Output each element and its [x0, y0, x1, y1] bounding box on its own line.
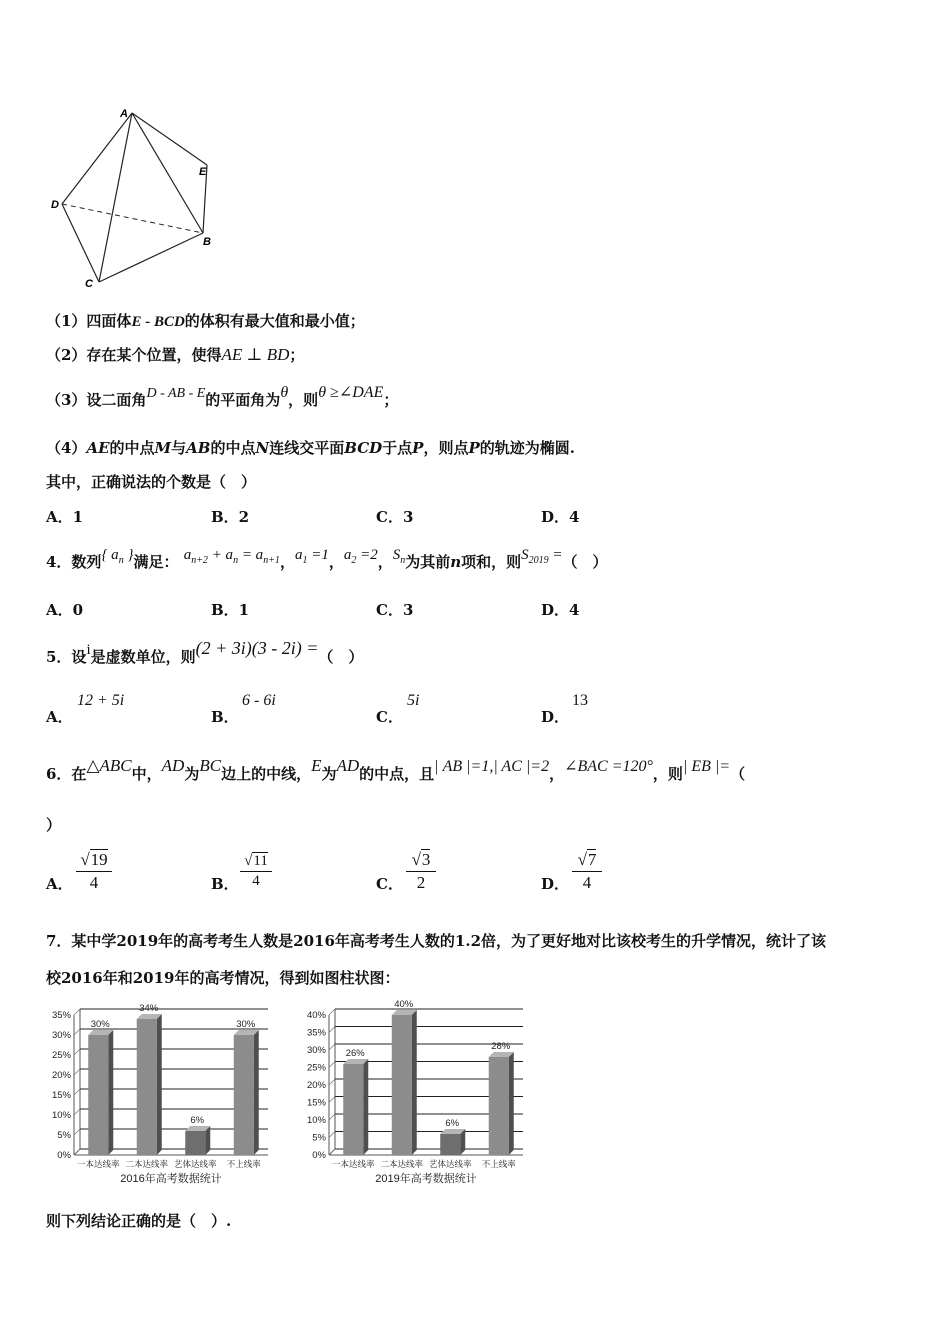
chart-2-category-label: 一本达线率 — [331, 1159, 375, 1169]
chart-1-ytick-label: 35% — [51, 1010, 71, 1021]
q6-t1: 6．在 — [46, 765, 87, 783]
q6-angle: ∠BAC =120° — [564, 758, 653, 775]
chart-2016 — [40, 995, 280, 1190]
q3-statement-2 — [46, 345, 304, 365]
chart-2-data-label: 26% — [345, 1048, 365, 1059]
chart-1-grid-diagonal — [74, 1149, 80, 1155]
chart-2-bar — [489, 1057, 509, 1155]
q5-option-b-value: 6 - 6i — [242, 692, 276, 709]
q3-s3-suffix: ； — [383, 391, 399, 409]
q3-s4-t1: 的中点 — [109, 439, 155, 457]
q3-question: 其中，正确说法的个数是（ ） — [46, 473, 257, 491]
chart-1-bar — [137, 1019, 157, 1155]
q4-seq-a: { a — [101, 547, 119, 563]
chart-1-grid-diagonal — [74, 1009, 80, 1015]
chart-1-category-label: 艺体达线率 — [173, 1159, 217, 1169]
q5-t2: 是虚数单位，则 — [90, 648, 196, 666]
q4-rec-a-sub: n+2 — [191, 555, 208, 566]
q3-s2-text: （2）存在某个位置，使得 — [46, 346, 222, 364]
chart-2-ytick-label: 10% — [306, 1115, 326, 1126]
q4-a1-sub: 1 — [302, 555, 308, 566]
q4-s-sub: n — [400, 555, 406, 566]
chart-2-bar — [343, 1064, 363, 1155]
q6-option-b-label[interactable]: B． — [211, 875, 239, 893]
vertex-a-label: A — [120, 108, 128, 120]
q7-stem-line-2: 校2016年和2019年的高考情况，得到如图柱状图： — [46, 969, 400, 987]
edge-ad — [62, 113, 132, 204]
chart-2-bar — [440, 1134, 460, 1155]
chart-1-bar — [88, 1035, 108, 1155]
q6-d-den: 4 — [582, 873, 592, 892]
q6-a-radicand: 19 — [90, 850, 108, 869]
chart-2-title: 2019年高考数据统计 — [375, 1173, 477, 1185]
q5-option-b-label[interactable]: B． — [211, 708, 239, 726]
q3-s4-p2: P — [468, 439, 480, 457]
q4-rec-a: a — [183, 547, 192, 563]
chart-2-data-label: 28% — [491, 1041, 511, 1052]
q7-final-question: 则下列结论正确的是（ ）. — [46, 1212, 232, 1230]
q4-a1-a: a — [294, 547, 303, 563]
q6-t5: 为 — [321, 765, 337, 783]
chart-2-bar — [392, 1015, 412, 1155]
chart-2-ytick-label: 30% — [306, 1045, 326, 1056]
chart-1-bar-side — [205, 1126, 210, 1155]
q5-option-a-value: 12 + 5i — [77, 692, 125, 709]
q4-a2-a: a — [343, 547, 352, 563]
edge-ab — [132, 113, 203, 233]
q4-s2019 — [521, 547, 563, 566]
q4-s: S — [392, 547, 401, 563]
q6-e: E — [311, 756, 322, 775]
q3-s2-suffix: ； — [289, 346, 305, 364]
q3-statement-1 — [46, 311, 365, 332]
q6-c-den: 2 — [416, 873, 426, 892]
chart-2-grid-diagonal — [329, 1149, 335, 1155]
chart-2-grid-diagonal — [329, 1009, 335, 1015]
q3-s3-mid: 的平面角为 — [205, 391, 281, 409]
chart-1-data-label: 6% — [190, 1115, 205, 1126]
chart-2-data-label: 6% — [445, 1118, 460, 1129]
q6-eb: | EB |= — [682, 758, 731, 775]
q3-s4-ae: AE — [86, 439, 110, 457]
q6-t2: 中， — [131, 765, 162, 783]
chart-1-bar — [185, 1131, 205, 1155]
q3-option-b[interactable]: B．2 — [211, 508, 250, 526]
chart-2-ytick-label: 35% — [306, 1027, 326, 1039]
chart-2-category-label: 二本达线率 — [380, 1159, 424, 1169]
q4-a2-eq: =2 — [356, 547, 378, 563]
q5-option-c-value: 5i — [407, 692, 420, 709]
q4-a1-eq: =1 — [307, 547, 329, 563]
q4-t2: 满足： — [133, 553, 179, 571]
q6-stem-close: ） — [46, 816, 62, 834]
chart-1-grid-diagonal — [74, 1109, 80, 1115]
edge-dc — [62, 204, 99, 282]
q6-triangle: △ABC — [86, 756, 132, 775]
chart-1-data-label: 30% — [236, 1019, 256, 1030]
q5-expr: (2 + 3i)(3 - 2i) = — [195, 638, 319, 658]
q6-t7: ，则 — [652, 765, 683, 783]
q4-option-d[interactable]: D．4 — [541, 601, 580, 619]
q3-s3-math2: θ — [280, 384, 289, 401]
q3-s4-bcd: BCD — [344, 439, 383, 457]
q3-option-d[interactable]: D．4 — [541, 508, 580, 526]
q6-option-a-label[interactable]: A． — [46, 875, 73, 893]
q4-t3: 为其前 — [405, 553, 451, 571]
q4-t1: 4．数列 — [46, 553, 102, 571]
q6-option-b-fraction — [240, 852, 272, 890]
q3-s3-text: （3）设二面角 — [46, 391, 147, 409]
chart-2-grid-diagonal — [329, 1062, 335, 1068]
chart-1-data-label: 34% — [139, 1003, 159, 1014]
q6-b-den: 4 — [252, 873, 260, 889]
chart-1-bar — [234, 1035, 254, 1155]
q6-option-c-label[interactable]: C． — [376, 875, 403, 893]
q3-s4-t6: ，则点 — [423, 439, 469, 457]
q3-s3-math3: θ ≥∠DAE — [318, 384, 384, 401]
chart-1-title: 2016年高考数据统计 — [120, 1173, 222, 1185]
q6-t8: （ — [730, 765, 746, 783]
chart-2019 — [295, 995, 535, 1190]
q5-option-d-value: 13 — [572, 692, 588, 709]
q4-s2-eq: = — [548, 547, 563, 563]
chart-1-ytick-label: 30% — [51, 1030, 71, 1041]
chart-2-ytick-label: 20% — [306, 1080, 326, 1091]
q6-ad2: AD — [336, 756, 360, 775]
q3-statement-3 — [46, 384, 399, 412]
q4-option-c[interactable]: C．3 — [376, 601, 414, 619]
q5-stem — [46, 638, 364, 668]
q4-seq-close: } — [123, 547, 134, 563]
q6-b-radicand: 11 — [253, 853, 268, 869]
chart-2-grid-diagonal — [329, 1132, 335, 1138]
q4-option-a[interactable]: A．0 — [46, 601, 84, 619]
q7-stem-line-1: 7．某中学2019年的高考考生人数是2016年高考考生人数的1.2倍，为了更好地对比该校考生的升学情况，统计了该 — [46, 932, 827, 950]
q6-d-radicand: 7 — [587, 850, 597, 869]
q6-condition: | AB |=1,| AC |=2 — [434, 758, 550, 775]
q6-comma: ， — [549, 765, 565, 783]
chart-2-category-label: 艺体达线率 — [428, 1159, 472, 1169]
q3-s3-math1: D - AB - E — [146, 386, 206, 401]
chart-2-bar-side — [412, 1010, 417, 1155]
chart-1-ytick-label: 10% — [51, 1110, 71, 1121]
q5-option-c-label[interactable]: C． — [376, 708, 403, 726]
chart-2-grid-diagonal — [329, 1114, 335, 1120]
chart-1-category-label: 不上线率 — [226, 1159, 261, 1169]
q3-s1-math: E - BCD — [131, 314, 185, 330]
q4-rec-plus: + a — [207, 547, 234, 563]
chart-1-bar-side — [254, 1030, 259, 1155]
q3-s1-suffix: 的体积有最大值和最小值； — [184, 312, 365, 330]
q6-ad: AD — [161, 756, 185, 775]
q4-s2-sub: 2019 — [528, 555, 549, 566]
q6-option-d-label[interactable]: D． — [541, 875, 570, 893]
chart-2-grid-diagonal — [329, 1027, 335, 1033]
q6-option-a-fraction — [76, 849, 112, 893]
q6-option-c-fraction — [406, 849, 436, 893]
q6-option-d-fraction — [572, 849, 602, 893]
q5-t3: （ ） — [318, 648, 364, 666]
q4-rec-b-sub: n — [233, 555, 239, 566]
chart-2-grid-diagonal — [329, 1097, 335, 1103]
q4-comma1: ， — [279, 553, 295, 571]
q4-option-b[interactable]: B．1 — [211, 601, 250, 619]
q6-b-num: √11 — [240, 852, 272, 872]
edge-db-hidden — [62, 204, 203, 233]
q4-s2: S — [521, 547, 529, 563]
chart-2-ytick-label: 5% — [312, 1132, 326, 1144]
q4-a2 — [343, 547, 378, 566]
chart-2-ytick-label: 40% — [306, 1010, 326, 1021]
q4-recurrence — [183, 547, 280, 566]
q6-d-num: √7 — [572, 849, 602, 872]
q6-c-radicand: 3 — [421, 850, 431, 869]
chart-2-bar-side — [363, 1059, 368, 1155]
q4-rec-c-sub: n+1 — [263, 555, 280, 566]
chart-2-grid-diagonal — [329, 1079, 335, 1085]
q4-seq — [101, 547, 134, 566]
q4-rec-eq: = a — [238, 547, 264, 563]
vertex-c-label: C — [85, 278, 93, 290]
chart-1-data-label: 30% — [90, 1019, 110, 1030]
tetrahedron-figure — [45, 105, 225, 295]
q3-s1-text: （1）四面体 — [46, 312, 132, 330]
chart-2-ytick-label: 25% — [306, 1062, 326, 1074]
q4-n: n — [450, 553, 462, 571]
chart-1-bar-side — [157, 1014, 162, 1155]
q6-a-den: 4 — [89, 873, 99, 892]
q3-s4-n: N — [255, 439, 270, 457]
edge-cb — [99, 233, 203, 282]
chart-1-bar-side — [108, 1030, 113, 1155]
edge-ac — [99, 113, 132, 282]
chart-1-ytick-label: 15% — [51, 1090, 71, 1101]
q3-s4-t7: 的轨迹为椭圆. — [479, 439, 575, 457]
q4-stem — [46, 547, 608, 579]
vertex-e-label: E — [199, 166, 207, 178]
q4-t4: 项和，则 — [461, 553, 522, 571]
q5-i: i — [86, 642, 91, 658]
q6-t4: 边上的中线， — [221, 765, 312, 783]
q4-seq-sub: n — [118, 555, 124, 566]
q6-c-num: √3 — [406, 849, 436, 872]
chart-2-ytick-label: 0% — [312, 1150, 326, 1161]
q6-stem — [46, 756, 746, 785]
q3-s4-t5: 于点 — [382, 439, 413, 457]
chart-2-bar-side — [509, 1052, 514, 1155]
chart-1-grid-diagonal — [74, 1089, 80, 1095]
vertex-d-label: D — [51, 199, 59, 211]
chart-1-ytick-label: 0% — [57, 1150, 71, 1161]
q3-s3-mid2: ，则 — [288, 391, 319, 409]
chart-1-ytick-label: 25% — [51, 1050, 71, 1061]
q3-option-c[interactable]: C．3 — [376, 508, 414, 526]
q4-a2-sub: 2 — [351, 555, 357, 566]
q3-s4-t4: 连线交平面 — [269, 439, 345, 457]
chart-1-grid-diagonal — [74, 1069, 80, 1075]
chart-2-grid-diagonal — [329, 1044, 335, 1050]
chart-2-data-label: 40% — [394, 999, 414, 1010]
q5-option-a-label[interactable]: A． — [46, 708, 73, 726]
q4-comma2: ， — [328, 553, 344, 571]
q5-option-d-label[interactable]: D． — [541, 708, 570, 726]
q3-s4-m: M — [154, 439, 172, 457]
q4-sn — [392, 547, 406, 566]
chart-1-grid-diagonal — [74, 1029, 80, 1035]
q5-t1: 5．设 — [46, 648, 87, 666]
chart-1-grid-diagonal — [74, 1049, 80, 1055]
q3-statement-4 — [46, 438, 575, 458]
chart-1-grid-diagonal — [74, 1129, 80, 1135]
chart-2-category-label: 不上线率 — [481, 1159, 516, 1169]
q3-s4-ab: AB — [186, 439, 211, 457]
chart-2-ytick-label: 15% — [306, 1097, 326, 1109]
q6-t3: 为 — [184, 765, 200, 783]
q6-bc: BC — [199, 756, 222, 775]
q6-t6: 的中点，且 — [359, 765, 435, 783]
edge-ae — [132, 113, 207, 165]
q3-s4-p: P — [412, 439, 424, 457]
chart-1-category-label: 二本达线率 — [125, 1159, 169, 1169]
q4-comma3: ， — [377, 553, 393, 571]
chart-1-ytick-label: 20% — [51, 1070, 71, 1081]
vertex-b-label: B — [203, 236, 211, 248]
chart-1-ytick-label: 5% — [57, 1130, 71, 1141]
q3-option-a[interactable]: A．1 — [46, 508, 84, 526]
q6-a-num: √19 — [76, 849, 112, 872]
q3-s4-t3: 的中点 — [210, 439, 256, 457]
q3-s2-math: AE ⊥ BD — [221, 345, 290, 364]
q4-a1 — [294, 547, 329, 566]
q3-s4-t2: 与 — [171, 439, 187, 457]
q4-t5: （ ） — [562, 553, 608, 571]
chart-1-category-label: 一本达线率 — [76, 1159, 120, 1169]
q3-s4-pre: （4） — [46, 439, 87, 457]
